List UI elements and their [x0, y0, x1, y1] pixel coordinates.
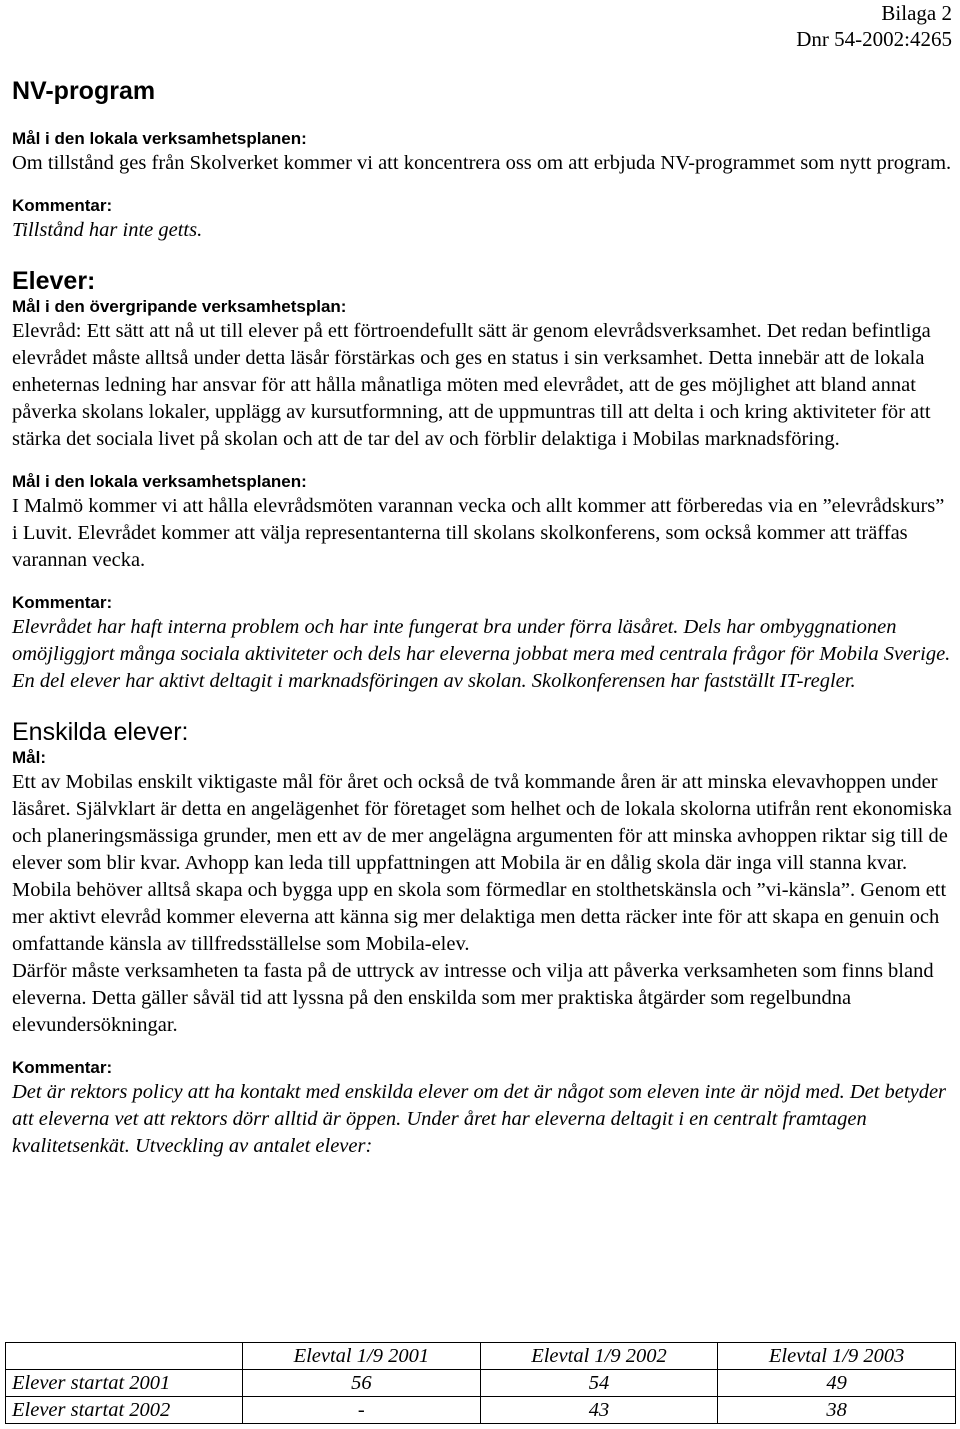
- table-row: [6, 1397, 956, 1424]
- comment-label: Kommentar:: [12, 593, 113, 612]
- section-title-nv-program: NV-program: [12, 77, 156, 105]
- goal-label: Mål:: [12, 748, 46, 767]
- table-cell: 54: [480, 1370, 718, 1397]
- table-cell: 49: [718, 1370, 956, 1397]
- section-title-elever: Elever:: [12, 267, 96, 295]
- table-header-cell: [6, 1343, 243, 1370]
- table-cell: Elever startat 2002: [6, 1397, 243, 1424]
- table-header-cell: Elevtal 1/9 2001: [243, 1343, 481, 1370]
- local-goal-text: I Malmö kommer vi att hålla elevrådsmöten varannan vecka och allt kommer att förberedas via en ”elevrådskurs” i Luvit. Elevrådet kommer att välja representanterna till skolans skolkonferens, som också kommer att träffas varannan vecka.: [12, 495, 945, 571]
- section-title-enskilda-elever: Enskilda elever:: [12, 718, 189, 746]
- table-cell: Elever startat 2001: [6, 1370, 243, 1397]
- table-header-cell: Elevtal 1/9 2002: [480, 1343, 718, 1370]
- table-cell: 43: [480, 1397, 718, 1424]
- goal-label: Mål i den övergripande verksamhetsplan:: [12, 297, 347, 316]
- attachment-label: Bilaga 2: [881, 1, 952, 25]
- table-cell: -: [243, 1397, 481, 1424]
- goal-text: Ett av Mobilas enskilt viktigaste mål för året och också de två kommande åren är att minska elevavhoppen under läsåret. Självklart är detta en angelägenhet för företaget som helhet och de lokala skolorna utifrån rent ekonomiska och planeringsmässiga grunder, men ett av de mer angelägna argumenten för att minska avhoppen riktar sig till de elever som blir kvar. Avhopp kan leda till uppfattningen att Mobila är en dålig skola där inga vill stanna kvar. Mobila behöver alltså skapa och bygga upp en skola som förmedlar en stolthetskänsla och ”vi-känsla”. Genom ett mer aktivt elevråd kommer eleverna att känna sig mer delaktiga men detta räcker inte för att skapa en genuin och omfattande känsla av tillfredsställelse som Mobila-elev.: [12, 771, 952, 955]
- comment-text: Det är rektors policy att ha kontakt med enskilda elever om det är något som eleven inte är nöjd med. Det betyder att eleverna vet att rektors dörr alltid är öppen. Under året har eleverna deltagit i en centralt framtagen kvalitetsenkät. Utveckling av antalet elever:: [12, 1081, 947, 1157]
- table-row: [6, 1370, 956, 1397]
- local-goal-label: Mål i den lokala verksamhetsplanen:: [12, 472, 307, 491]
- goal-text: Elevråd: Ett sätt att nå ut till elever på ett förtroendefullt sätt är genom elevrådsverksamhet. Det redan befintliga elevrådet måste alltså under detta läsår förstärkas och ges en status i sin verksamhet. Detta innebär att de lokala enheternas ledning har ansvar för att hålla månatliga möten med elevrådet, att de ges möjlighet att bland annat påverka skolans lokaler, upplägg av kursutformning, att de uppmuntras till att delta i och kring aktiviteter för att stärka det sociala livet på skolan och att de tar del av och förblir delaktiga i Mobilas marknadsföring.: [12, 320, 931, 450]
- comment-label: Kommentar:: [12, 1058, 113, 1077]
- comment-text: Elevrådet har haft interna problem och har inte fungerat bra under förra läsåret. Dels har ombyggnationen omöjliggjort många sociala aktiviteter och dels har eleverna jobbat mera med centrala frågor för Mobila Sverige. En del elever har aktivt deltagit i marknadsföringen av skolan. Skolkonferensen har fastställt IT-regler.: [12, 616, 951, 692]
- table-cell: 56: [243, 1370, 481, 1397]
- table-header-row: [6, 1343, 956, 1370]
- goal-text: Om tillstånd ges från Skolverket kommer vi att koncentrera oss om att erbjuda NV-programmet som nytt program.: [12, 152, 952, 174]
- goal-label: Mål i den lokala verksamhetsplanen:: [12, 129, 307, 148]
- reference-number: Dnr 54-2002:4265: [796, 27, 952, 51]
- table-cell: 38: [718, 1397, 956, 1424]
- student-count-table: [5, 1342, 956, 1424]
- comment-label: Kommentar:: [12, 196, 113, 215]
- goal-text-continued: Därför måste verksamheten ta fasta på de uttryck av intresse och vilja att påverka verksamheten som finns bland eleverna. Detta gäller såväl tid att lyssna på den enskilda som mer praktiska åtgärder som regelbundna elevundersökningar.: [12, 960, 934, 1036]
- table-header-cell: Elevtal 1/9 2003: [718, 1343, 956, 1370]
- comment-text: Tillstånd har inte getts.: [12, 219, 203, 241]
- document-body: [12, 76, 952, 1160]
- page-header: [796, 0, 952, 52]
